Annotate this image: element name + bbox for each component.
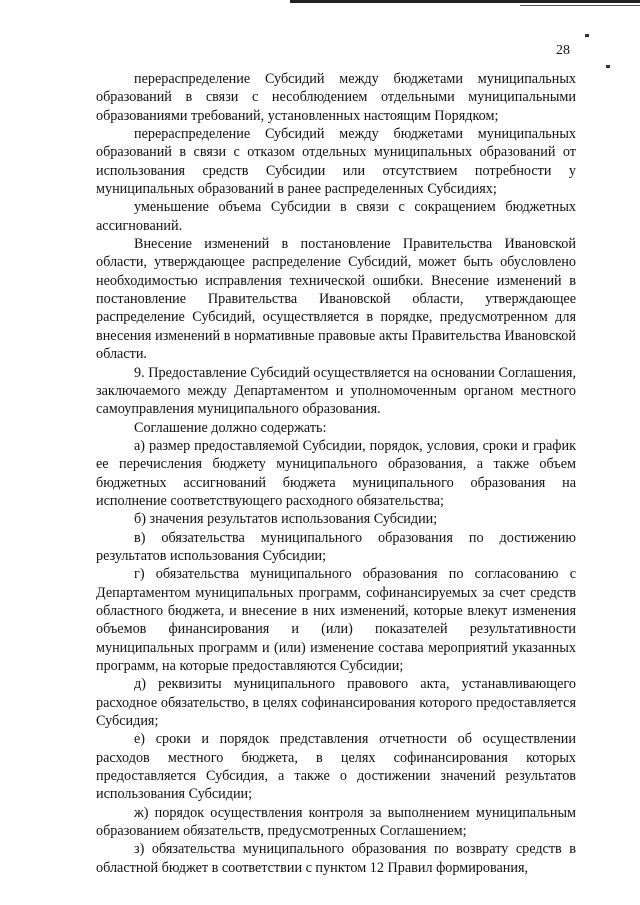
top-border-line-secondary xyxy=(520,5,640,6)
paragraph: в) обязательства муниципального образования по достижению результатов использования Субсидии; xyxy=(96,529,576,564)
scan-mark xyxy=(606,65,610,68)
paragraph: Соглашение должно содержать: xyxy=(134,419,327,436)
paragraph: б) значения результатов использования Субсидии; xyxy=(134,511,438,528)
top-border-line xyxy=(290,0,640,3)
paragraph: 9. Предоставление Субсидий осуществляется на основании Соглашения, заключаемого между Департаментом и уполномоченным органом местного самоуправления муниципального образования. xyxy=(96,364,576,418)
page-number: 28 xyxy=(556,43,570,58)
paragraph: з) обязательства муниципального образования по возврату средств в областной бюджет в соответствии с пунктом 12 Правил формирования, xyxy=(96,841,576,876)
paragraph: е) сроки и порядок представления отчетности об осуществлении расходов местного бюджета, в целях софинансирования которых предоставляется Субсидия, а также о достижении значений результатов использования Субсидии; xyxy=(96,731,576,803)
scan-mark xyxy=(585,34,589,37)
document-body xyxy=(96,70,576,877)
paragraph: ж) порядок осуществления контроля за выполнением муниципальным образованием обязательств, предусмотренных Соглашением; xyxy=(96,804,576,840)
paragraph: Внесение изменений в постановление Правительства Ивановской области, утверждающее распределение Субсидий, может быть обусловлено необходимостью исправления технической ошибки. Внесение изменений в постановление Правительства Ивановской области, утверждающее распределение Субсидий, осуществляется в порядке, предусмотренном для внесения изменений в нормативные правовые акты Правительства Ивановской области. xyxy=(96,236,576,363)
paragraph: г) обязательства муниципального образования по согласованию с Департаментом муниципальных программ, софинансируемых за счет средств областного бюджета, и внесение в них изменений, которые влекут изменения объемов финансирования и (или) показателей результативности муниципальных программ и (или) изменение состава мероприятий указанных программ, на которые предоставляются Субсидии; xyxy=(96,566,576,674)
paragraph: уменьшение объема Субсидии в связи с сокращением бюджетных ассигнований. xyxy=(96,199,576,234)
paragraph: перераспределение Субсидий между бюджетами муниципальных образований в связи с отказом отдельных муниципальных образований от использования средств Субсидии или отсутствием потребности у муниципальных образований в ранее распределенных Субсидиях; xyxy=(96,126,576,198)
paragraph: а) размер предоставляемой Субсидии, порядок, условия, сроки и график ее перечисления бюджету муниципального образования, а также объем бюджетных ассигнований бюджета муниципального образования на исполнение соответствующего расходного обязательства; xyxy=(96,437,576,509)
paragraph: д) реквизиты муниципального правового акта, устанавливающего расходное обязательство, в целях софинансирования которого предоставляется Субсидия; xyxy=(96,676,576,730)
paragraph: перераспределение Субсидий между бюджетами муниципальных образований в связи с несоблюдением отдельными муниципальными образованиями требований, установленных настоящим Порядком; xyxy=(96,71,576,124)
